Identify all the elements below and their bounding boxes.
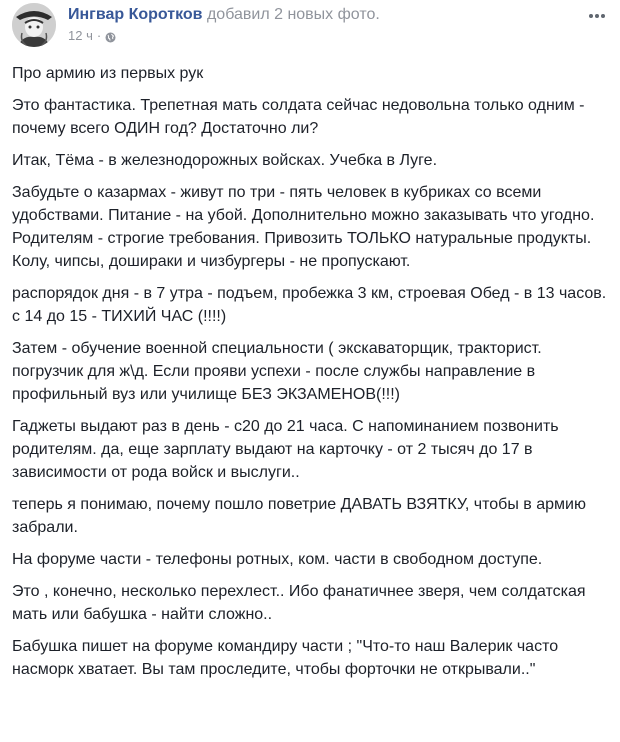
post-paragraph: Бабушка пишет на форуме командиру части ; "Что-то наш Валерик часто насморк хватает. Вы там проследите, чтобы форточки не открывали.." — [12, 638, 559, 678]
globe-icon[interactable] — [105, 31, 116, 42]
avatar-image — [12, 3, 56, 47]
meta-separator: · — [96, 28, 102, 43]
post-paragraph: распорядок дня - в 7 утра - подъем, пробежка 3 км, строевая Обед - в 13 часов. с 14 до 15 - ТИХИЙ ЧАС (!!!!) — [12, 285, 607, 325]
post-paragraph: На форуме части - телефоны ротных, ком. части в свободном доступе. — [12, 551, 543, 568]
post-paragraph: теперь я понимаю, почему пошло поветрие ДАВАТЬ ВЗЯТКУ, чтобы в армию забрали. — [12, 496, 586, 536]
ellipsis-icon[interactable] — [588, 7, 606, 15]
post-meta — [68, 28, 116, 44]
post-paragraph: Про армию из первых рук — [12, 65, 204, 82]
post-paragraph: Гаджеты выдают раз в день - с20 до 21 часа. С напоминанием позвонить родителям. да, еще зарплату выдают на карточку - от 2 тысяч до 17 в зависимости от рода войск и выслуги.. — [12, 418, 559, 481]
post-paragraph: Это , конечно, несколько перехлест.. Ибо фанатичнее зверя, чем солдатская мать или бабушка - найти сложно.. — [12, 583, 586, 623]
post-paragraph: Это фантастика. Трепетная мать солдата сейчас недовольна только одним - почему всего ОДИН год? Достаточно ли? — [12, 97, 585, 137]
post-action-text: добавил 2 новых фото. — [206, 6, 380, 23]
post-paragraph: Забудьте о казармах - живут по три - пять человек в кубриках со всеми удобствами. Питание - на убой. Дополнительно можно заказывать что угодно. Родителям - строгие требования. Привозить ТОЛЬКО натуральные продукты. Колу, чипсы, дошираки и чизбургеры - не пропускают. — [12, 184, 595, 270]
post-body — [12, 62, 610, 690]
author-name-link[interactable]: Ингвар Коротков — [68, 6, 203, 23]
post-paragraph: Итак, Тёма - в железнодорожных войсках. Учебка в Луге. — [12, 152, 438, 169]
avatar[interactable] — [12, 3, 56, 47]
post-timestamp[interactable]: 12 ч — [68, 28, 93, 43]
post-paragraph: Затем - обучение военной специальности ( экскаваторщик, тракторист. погрузчик для ж\д. Если прояви успехи - после службы направление в профильный вуз или училище БЕЗ ЭКЗАМЕНОВ(!!!) — [12, 340, 542, 403]
post-header — [12, 3, 608, 47]
author-line — [68, 5, 380, 25]
